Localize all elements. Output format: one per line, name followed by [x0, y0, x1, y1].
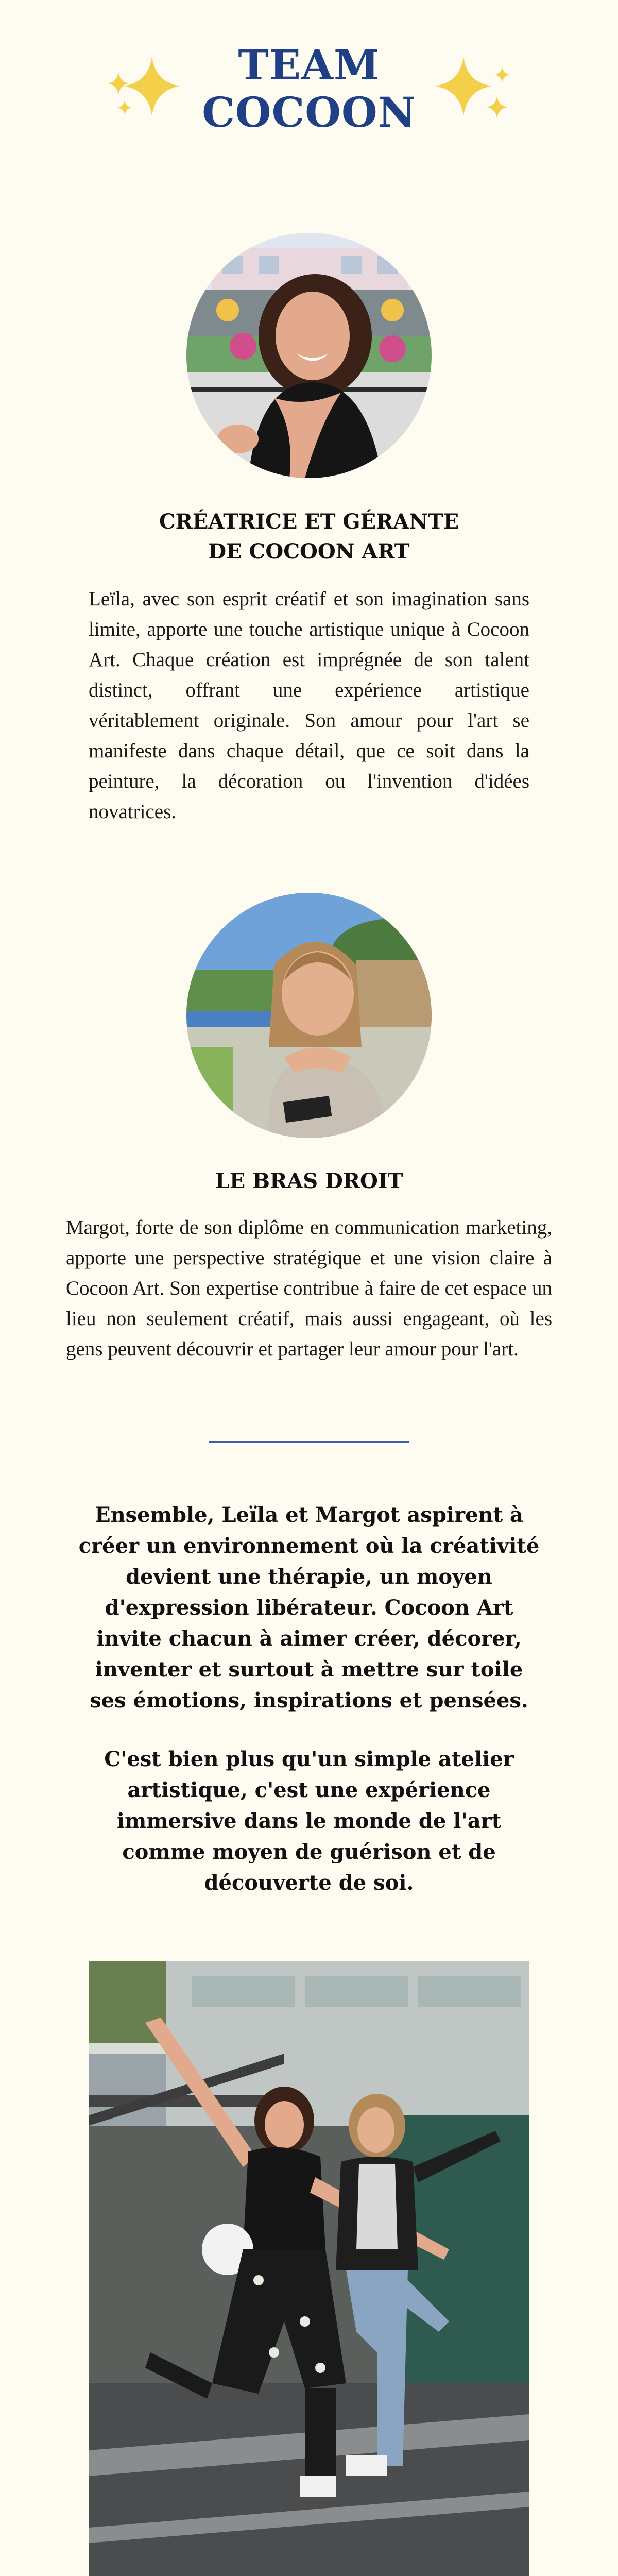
partner-heading: LE BRAS DROIT [215, 1169, 403, 1193]
mission-paragraph-1: Ensemble, Leïla et Margot aspirent à créer un environnement où la créativité devient une thérapie, un moyen d'expression libérateur. Cocoon Art invite chacun à aimer créer, décorer, inventer et surtout à mettre sur toile ses émotions, inspirations et pensées. [78, 1503, 540, 1713]
team-photo [89, 1961, 529, 2576]
section-divider [209, 1441, 409, 1443]
partner-description: Margot, forte de son diplôme en communication marketing, apporte une perspective stratégique et une vision claire à Cocoon Art. Son expertise contribue à faire de cet espace un lieu non seulement créatif, mais aussi engageant, où les gens peuvent découvrir et partager leur amour pour l'art. [66, 1216, 552, 1360]
founder-description: Leïla, avec son esprit créatif et son imagination sans limite, apporte une touche artistique unique à Cocoon Art. Chaque création est imprégnée de son talent distinct, offrant une expérience artistique véritablement originale. Son amour pour l'art se manifeste dans chaque détail, que ce soit dans la peinture, la décoration ou l'invention d'idées novatrices. [89, 588, 529, 823]
page-title [0, 41, 618, 136]
title-line-2: COCOON [202, 88, 416, 137]
mission-paragraph-2: C'est bien plus qu'un simple atelier artistique, c'est une expérience immersive dans le monde de l'art comme moyen de guérison et de découverte de soi. [104, 1747, 514, 1895]
founder-heading-line-1: CRÉATRICE ET GÉRANTE [159, 510, 459, 534]
title-line-1: TEAM [238, 41, 380, 89]
founder-heading [0, 507, 618, 567]
founder-portrait [186, 233, 432, 478]
founder-heading-line-2: DE COCOON ART [208, 539, 410, 564]
partner-portrait [186, 893, 432, 1138]
